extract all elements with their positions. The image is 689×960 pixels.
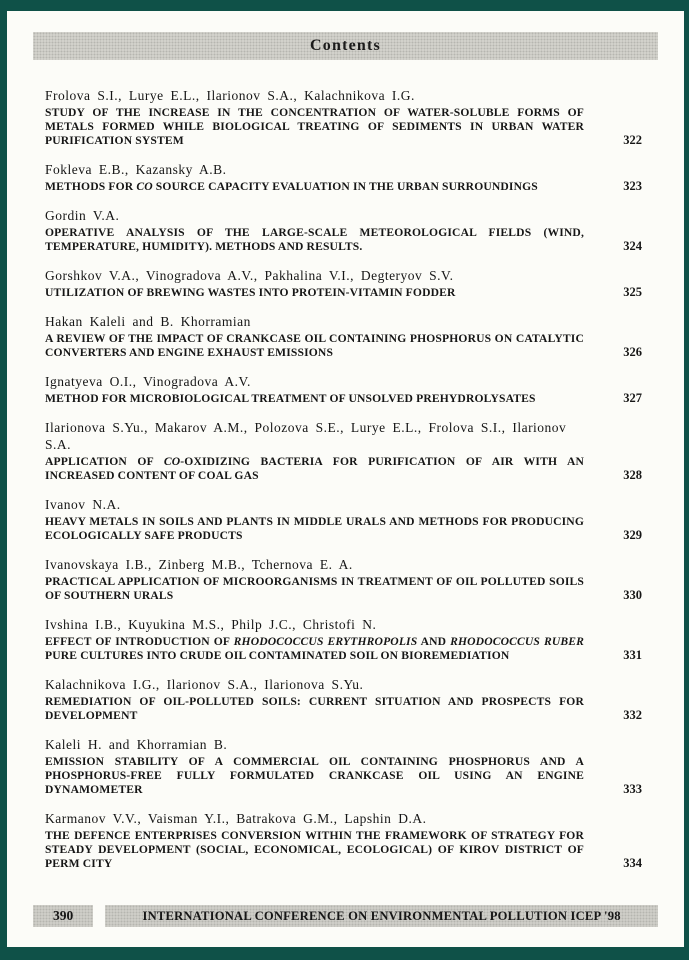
entry-authors: Karmanov V.V., Vaisman Y.I., Batrakova G.M., Lapshin D.A. xyxy=(45,811,427,826)
entry-page-number: 331 xyxy=(623,648,642,662)
entry-authors: Kaleli H. and Khorramian B. xyxy=(45,737,228,752)
folio-page-number: 390 xyxy=(33,905,93,927)
entry-authors: Gordin V.A. xyxy=(45,208,120,223)
entry-title: HEAVY METALS IN SOILS AND PLANTS IN MIDDLE URALS AND METHODS FOR PRODUCING ECOLOGICALLY SAFE PRODUCTS xyxy=(45,515,584,542)
entry-title: PRACTICAL APPLICATION OF MICROORGANISMS IN TREATMENT OF OIL POLLUTED SOILS OF SOUTHERN URALS xyxy=(45,575,584,602)
entry-title: APPLICATION OF CO-OXIDIZING BACTERIA FOR PURIFICATION OF AIR WITH AN INCREASED CONTENT OF COAL GAS xyxy=(45,455,584,482)
entry-title: A REVIEW OF THE IMPACT OF CRANKCASE OIL CONTAINING PHOSPHORUS ON CATALYTIC CONVERTERS AND ENGINE EXHAUST EMISSIONS xyxy=(45,332,584,359)
toc-entry xyxy=(45,810,642,871)
entry-page-number: 328 xyxy=(623,468,642,482)
toc-entry-body xyxy=(45,419,598,483)
entry-authors: Ignatyeva O.I., Vinogradova A.V. xyxy=(45,374,251,389)
entry-page-number: 326 xyxy=(623,345,642,359)
entry-title: THE DEFENCE ENTERPRISES CONVERSION WITHIN THE FRAMEWORK OF STRATEGY FOR STEADY DEVELOPMENT (SOCIAL, ECONOMICAL, ECOLOGICAL) OF KIROV DISTRICT OF PERM CITY xyxy=(45,829,584,870)
entry-authors: Hakan Kaleli and B. Khorramian xyxy=(45,314,251,329)
toc-entry xyxy=(45,373,642,406)
entry-page-number: 332 xyxy=(623,708,642,722)
entry-authors: Fokleva E.B., Kazansky A.B. xyxy=(45,162,227,177)
toc-entry-body xyxy=(45,207,598,254)
footer-conference-title: INTERNATIONAL CONFERENCE ON ENVIRONMENTAL POLLUTION ICEP '98 xyxy=(105,905,658,927)
toc-entry-body xyxy=(45,736,598,797)
entry-authors: Ilarionova S.Yu., Makarov A.M., Polozova S.E., Lurye E.L., Frolova S.I., Ilarionov S.A. xyxy=(45,420,567,452)
entry-page-number: 322 xyxy=(623,133,642,147)
entry-page-number: 327 xyxy=(623,391,642,405)
toc-entry xyxy=(45,161,642,194)
toc-entry-body xyxy=(45,87,598,148)
toc-entry-body xyxy=(45,496,598,543)
toc-entry xyxy=(45,736,642,797)
toc-entry xyxy=(45,556,642,603)
toc-entry xyxy=(45,313,642,360)
entry-title: REMEDIATION OF OIL-POLLUTED SOILS: CURRENT SITUATION AND PROSPECTS FOR DEVELOPMENT xyxy=(45,695,584,722)
toc-entry-body xyxy=(45,373,598,406)
toc-entry xyxy=(45,267,642,300)
entry-title: EFFECT OF INTRODUCTION OF RHODOCOCCUS ERYTHROPOLIS AND RHODOCOCCUS RUBER PURE CULTURES INTO CRUDE OIL CONTAMINATED SOIL ON BIOREMEDIATION xyxy=(45,635,584,662)
toc-entry-body xyxy=(45,616,598,663)
entry-page-number: 323 xyxy=(623,179,642,193)
toc-entry-body xyxy=(45,161,598,194)
toc-entry-body xyxy=(45,267,598,300)
entry-authors: Ivshina I.B., Kuyukina M.S., Philp J.C., Christofi N. xyxy=(45,617,377,632)
entry-title: EMISSION STABILITY OF A COMMERCIAL OIL CONTAINING PHOSPHORUS AND A PHOSPHORUS-FREE FULLY FORMULATED CRANKCASE OIL USING AN ENGINE DYNAMOMETER xyxy=(45,755,584,796)
toc-entry xyxy=(45,207,642,254)
entry-authors: Frolova S.I., Lurye E.L., Ilarionov S.A., Kalachnikova I.G. xyxy=(45,88,415,103)
entry-authors: Kalachnikova I.G., Ilarionov S.A., Ilarionova S.Yu. xyxy=(45,677,364,692)
entry-title: OPERATIVE ANALYSIS OF THE LARGE-SCALE METEOROLOGICAL FIELDS (WIND, TEMPERATURE, HUMIDITY). METHODS AND RESULTS. xyxy=(45,226,584,253)
entry-authors: Ivanovskaya I.B., Zinberg M.B., Tchernova E. A. xyxy=(45,557,353,572)
entry-page-number: 334 xyxy=(623,856,642,870)
entry-authors: Gorshkov V.A., Vinogradova A.V., Pakhalina V.I., Degteryov S.V. xyxy=(45,268,454,283)
toc-entry xyxy=(45,87,642,148)
toc-entry-body xyxy=(45,313,598,360)
entry-page-number: 330 xyxy=(623,588,642,602)
entry-authors: Ivanov N.A. xyxy=(45,497,121,512)
entry-title: STUDY OF THE INCREASE IN THE CONCENTRATION OF WATER-SOLUBLE FORMS OF METALS FORMED WHILE BIOLOGICAL TREATING OF SEDIMENTS IN URBAN WATER PURIFICATION SYSTEM xyxy=(45,106,584,147)
toc-entry-body xyxy=(45,676,598,723)
toc-entry xyxy=(45,676,642,723)
toc-entry xyxy=(45,616,642,663)
contents-header-band xyxy=(33,32,658,60)
entry-title: METHODS FOR CO SOURCE CAPACITY EVALUATION IN THE URBAN SURROUNDINGS xyxy=(45,180,538,193)
toc-entry-body xyxy=(45,556,598,603)
toc-entry xyxy=(45,496,642,543)
page-title: Contents xyxy=(310,37,381,54)
entry-title: METHOD FOR MICROBIOLOGICAL TREATMENT OF UNSOLVED PREHYDROLYSATES xyxy=(45,392,536,405)
entry-page-number: 325 xyxy=(623,285,642,299)
entry-page-number: 329 xyxy=(623,528,642,542)
toc-list xyxy=(7,87,684,884)
entry-title: UTILIZATION OF BREWING WASTES INTO PROTEIN-VITAMIN FODDER xyxy=(45,286,456,299)
page-footer xyxy=(33,905,658,927)
toc-entry xyxy=(45,419,642,483)
entry-page-number: 333 xyxy=(623,782,642,796)
toc-entry-body xyxy=(45,810,598,871)
entry-page-number: 324 xyxy=(623,239,642,253)
